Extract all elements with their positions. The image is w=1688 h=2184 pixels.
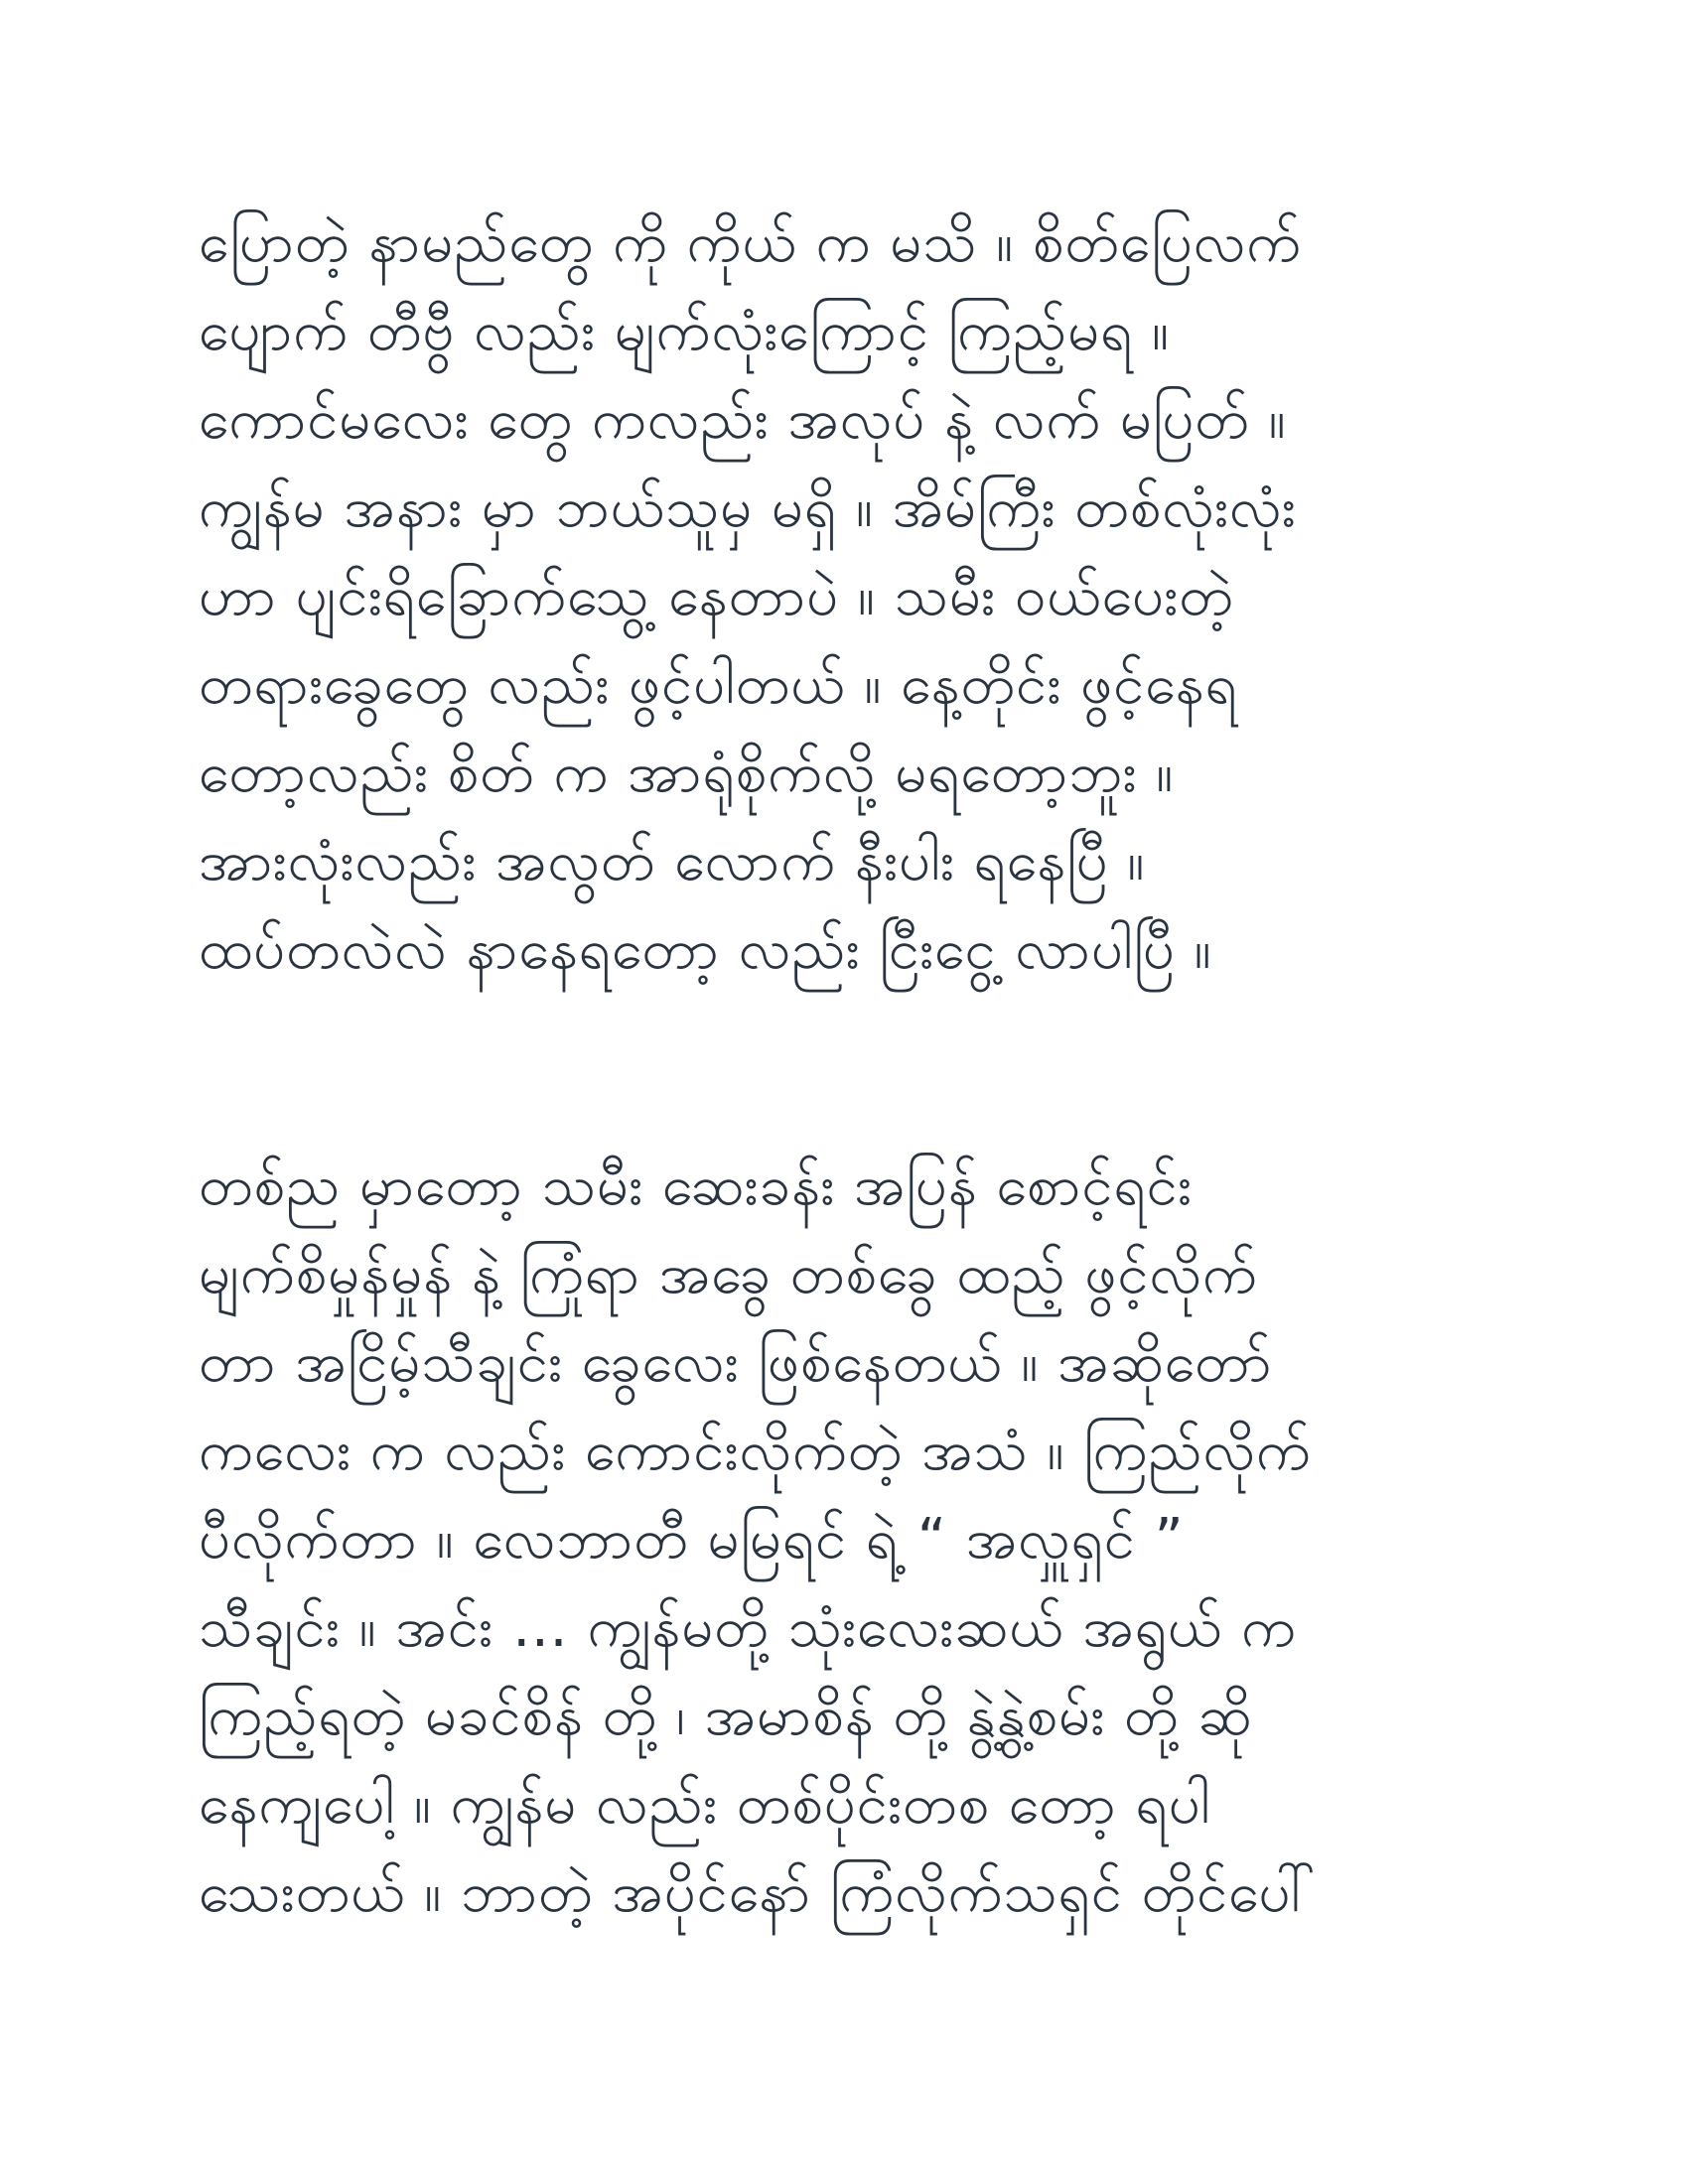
- text-line: တော့လည်း စိတ် က အာရုံစိုက်လို့ မရတော့ဘူး ။: [199, 741, 1175, 805]
- text-line: မျက်စိမှုန်မှုန် နဲ့ ကြုံရာ အခွေ တစ်ခွေ ထည့် ဖွင့်လိုက်: [199, 1242, 1258, 1306]
- text-line: ပျောက် တီဗွီ လည်း မျက်လုံးကြောင့် ကြည့်မရ ။: [199, 299, 1171, 363]
- text-line: ကောင်မလေး တွေ ကလည်း အလုပ် နဲ့ လက် မပြတ် ။: [199, 387, 1287, 452]
- text-line: ကလေး က လည်း ကောင်းလိုက်တဲ့ အသံ ။ ကြည်လိုက်: [199, 1419, 1312, 1483]
- text-line: နေကျပေါ့ ။ ကျွန်မ လည်း တစ်ပိုင်းတစ တော့ ရပါ: [199, 1772, 1211, 1837]
- text-line: သေးတယ် ။ ဘာတဲ့ အပိုင်နော် ကြံလိုက်သရှင် တိုင်ပေါ်: [199, 1860, 1317, 1925]
- text-line: သီချင်း ။ အင်း … ကျွန်မတို့ သုံးလေးဆယ် အရွယ် က: [199, 1595, 1297, 1660]
- text-line: ပြောတဲ့ နာမည်တွေ ကို ကိုယ် က မသိ ။ စိတ်ပြေလက်: [199, 210, 1303, 275]
- text-line: တရားခွေတွေ လည်း ဖွင့်ပါတယ် ။ နေ့တိုင်း ဖွင့်နေရ: [199, 652, 1238, 717]
- paragraph-1: [199, 199, 1489, 994]
- text-line: ကြည့်ရတဲ့ မခင်စိန် တို့ ၊ အမာစိန် တို့ နွဲ့နွဲ့စမ်း တို့ ဆို: [199, 1684, 1253, 1748]
- text-line: ဟာ ပျင်းရိခြောက်သွေ့ နေတာပဲ ။ သမီး ဝယ်ပေးတဲ့: [199, 564, 1234, 628]
- text-line: ကျွန်မ အနား မှာ ဘယ်သူမှ မရှိ ။ အိမ်ကြီး တစ်လုံးလုံး: [199, 476, 1297, 540]
- text-line: တာ အငြိမ့်သီချင်း ခွေလေး ဖြစ်နေတယ် ။ အဆိုတော်: [199, 1330, 1273, 1395]
- text-line: ထပ်တလဲလဲ နာနေရတော့ လည်း ငြီးငွေ့ လာပါပြီ ။: [199, 917, 1212, 982]
- paragraph-2: [199, 1142, 1489, 1937]
- text-line: ပီလိုက်တာ ။ လေဘာတီ မမြရင် ရဲ့ “ အလှူရှင် ”: [199, 1507, 1185, 1571]
- text-line: တစ်ည မှာတော့ သမီး ဆေးခန်း အပြန် စောင့်ရင်း: [199, 1154, 1193, 1218]
- text-line: အားလုံးလည်း အလွတ် လောက် နီးပါး ရနေပြီ ။: [199, 829, 1146, 893]
